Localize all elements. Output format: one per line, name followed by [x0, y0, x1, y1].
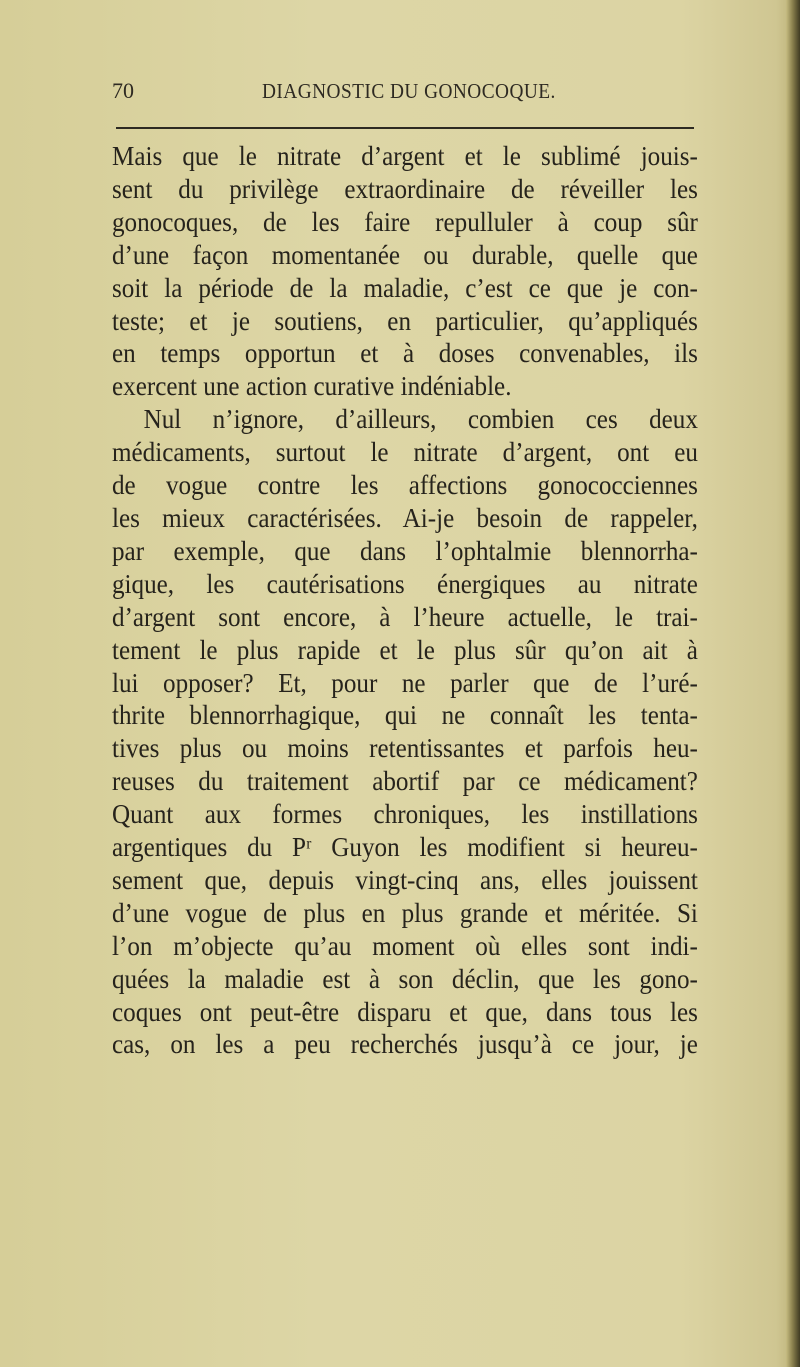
text-line: exercent une action curative indéniable. [112, 371, 512, 402]
text-line: lui opposer? Et, pour ne parler que de l’uré- [112, 667, 698, 698]
page-edge-shadow [786, 0, 800, 1367]
text-line: les mieux caractérisées. Ai-je besoin de rappeler, [112, 502, 698, 533]
header-rule [116, 127, 694, 129]
text-line: teste; et je soutiens, en particulier, qu’appliqués [112, 305, 698, 336]
text-line: en temps opportun et à doses convenables, ils [112, 338, 698, 369]
body-text [112, 140, 698, 1061]
text-line: thrite blennorrhagique, qui ne connaît les tenta- [112, 700, 698, 731]
text-line: sement que, depuis vingt-cinq ans, elles jouissent [112, 864, 698, 895]
text-line: gique, les cautérisations énergiques au nitrate [112, 568, 698, 599]
text-line: tement le plus rapide et le plus sûr qu’on ait à [112, 634, 698, 665]
text-line: Nul n’ignore, d’ailleurs, combien ces deux [143, 404, 698, 435]
text-line: médicaments, surtout le nitrate d’argent, ont eu [112, 437, 698, 468]
text-line: gonocoques, de les faire repulluler à coup sûr [112, 206, 698, 237]
text-line: de vogue contre les affections gonococciennes [112, 470, 698, 501]
page-header [112, 78, 698, 108]
text-line: quées la maladie est à son déclin, que les gono- [112, 963, 698, 994]
text-line: cas, on les a peu recherchés jusqu’à ce jour, je [112, 1029, 698, 1060]
text-line: tives plus ou moins retentissantes et parfois heu- [112, 733, 698, 764]
text-line: soit la période de la maladie, c’est ce que je con- [112, 272, 698, 303]
text-line: Mais que le nitrate d’argent et le sublimé jouis- [112, 141, 698, 171]
text-line: par exemple, que dans l’ophtalmie blennorrha- [112, 535, 698, 566]
text-line: coques ont peut-être disparu et que, dans tous les [112, 996, 698, 1027]
text-line: Quant aux formes chroniques, les instillations [112, 799, 698, 830]
running-head: DIAGNOSTIC DU GONOCOQUE. [262, 79, 556, 103]
text-line: d’une façon momentanée ou durable, quelle que [112, 239, 698, 270]
text-line: d’une vogue de plus en plus grande et méritée. Si [112, 897, 698, 928]
page-number: 70 [112, 78, 134, 103]
text-line: argentiques du Pʳ Guyon les modifient si heureu- [112, 832, 698, 863]
text-line: d’argent sont encore, à l’heure actuelle, le trai- [112, 601, 698, 632]
text-line: reuses du traitement abortif par ce médicament? [112, 766, 698, 797]
text-line: l’on m’objecte qu’au moment où elles sont indi- [112, 930, 698, 961]
text-line: sent du privilège extraordinaire de réveiller les [112, 173, 698, 204]
